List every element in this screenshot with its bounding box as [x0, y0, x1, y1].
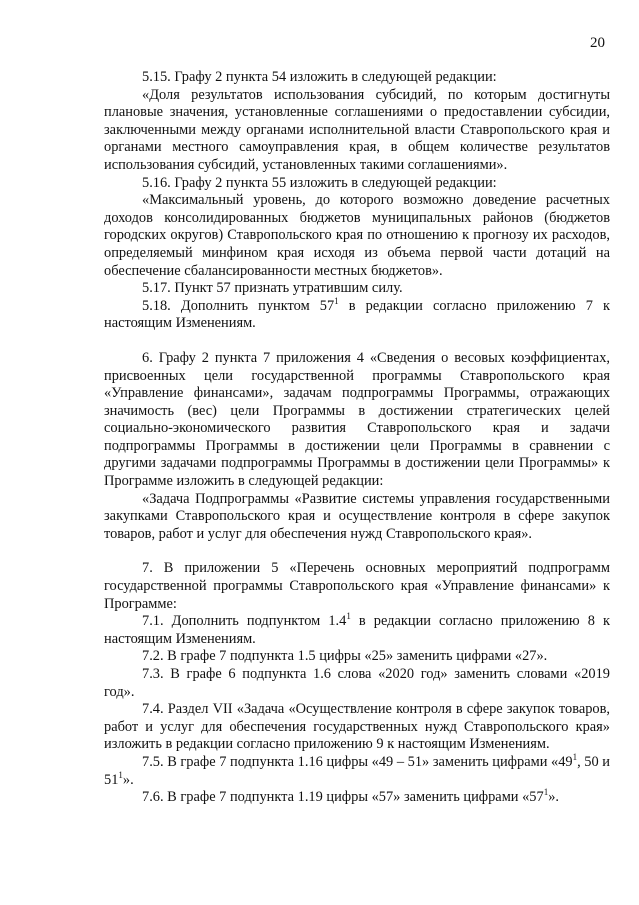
paragraph-7-1 — [104, 613, 610, 648]
paragraph-5-16-quote: «Максимальный уровень, до которого возможно доведение расчетных доходов консолидированных бюджетов муниципальных районов (бюджетов городских округов) Ставропольского края по отношению к прогнозу их расходов, определяемый минфином края исходя из объема первой части дотаций на обеспечение сбалансированности местных бюджетов». — [104, 192, 610, 279]
paragraph-5-18-text: 5.18. Дополнить пунктом 57 — [142, 297, 335, 314]
paragraph-7-5-text-end: ». — [122, 771, 134, 788]
paragraph-5-17: 5.17. Пункт 57 признать утратившим силу. — [142, 280, 403, 297]
paragraph-7: 7. В приложении 5 «Перечень основных мероприятий подпрограмм государственной программы Ставропольского края «Управление финансами» к Программе: — [104, 560, 610, 612]
paragraph-7-4: 7.4. Раздел VII «Задача «Осуществление контроля в сфере закупок товаров, работ и услуг для обеспечения государственных нужд Ставропольского края» изложить в редакции согласно приложению 9 к настоящим Изменениям. — [104, 701, 610, 753]
paragraph-7-2: 7.2. В графе 7 подпункта 1.5 цифры «25» заменить цифрами «27». — [142, 648, 548, 665]
paragraph-6: 6. Графу 2 пункта 7 приложения 4 «Сведения о весовых коэффициентах, присвоенных цели государственной программы Ставропольского края «Управление финансами», задачам подпрограммы Программы, отражающих значимость (вес) цели Программы в достижении стратегических целей социально-экономического развития Ставропольского края и задачи подпрограммы Программы в достижении цели Программы в сравнении с другими задачами подпрограммы Программы в достижении цели Программы» к Программе изложить в следующей редакции: — [104, 349, 610, 490]
superscript: 1 — [118, 769, 123, 780]
paragraph-5-15-quote: «Доля результатов использования субсидий, по которым достигнуты плановые значения, установленные соглашениями о предоставлении субсидии, заключенными между органами исполнительной власти Ставропольского края и органами местного самоуправления края, в общем количестве результатов использования субсидий, установленных такими соглашениями». — [104, 86, 610, 173]
page-number: 20 — [590, 35, 605, 51]
paragraph-5-15: 5.15. Графу 2 пункта 54 изложить в следующей редакции: — [142, 69, 497, 85]
paragraph-7-1-text-end: в редакции согласно приложению 8 к настоящим Изменениям. — [104, 613, 610, 647]
paragraph-7-6-text-end: ». — [548, 789, 559, 806]
superscript: 1 — [572, 751, 578, 762]
paragraph-7-5-text: 7.5. В графе 7 подпункта 1.16 цифры «49 – 51» заменить цифрами «49 — [142, 753, 573, 770]
paragraph-7-1-text: 7.1. Дополнить подпунктом 1.4 — [142, 613, 347, 630]
paragraph-7-6 — [104, 789, 610, 807]
superscript: 1 — [346, 611, 351, 622]
paragraph-7-5 — [104, 751, 610, 789]
superscript: 1 — [334, 295, 339, 306]
superscript: 1 — [543, 787, 549, 798]
paragraph-7-5-text-mid: , 50 и 51 — [104, 753, 610, 788]
paragraph-5-18-text-end: в редакции согласно приложению 7 к настоящим Изменениям. — [104, 297, 610, 332]
paragraph-6-quote: «Задача Подпрограммы «Развитие системы управления государственными закупками Ставропольского края и осуществление контроля в сфере закупок товаров, работ и услуг для обеспечения нужд Ставропольского края». — [104, 490, 610, 542]
paragraph-7-6-text: 7.6. В графе 7 подпункта 1.19 цифры «57» заменить цифрами «57 — [142, 789, 544, 806]
paragraph-5-16: 5.16. Графу 2 пункта 55 изложить в следующей редакции: — [142, 174, 497, 191]
paragraph-5-18 — [104, 295, 610, 333]
document-body — [104, 69, 610, 807]
paragraph-7-3: 7.3. В графе 6 подпункта 1.6 слова «2020 год» заменить словами «2019 год». — [104, 666, 610, 700]
